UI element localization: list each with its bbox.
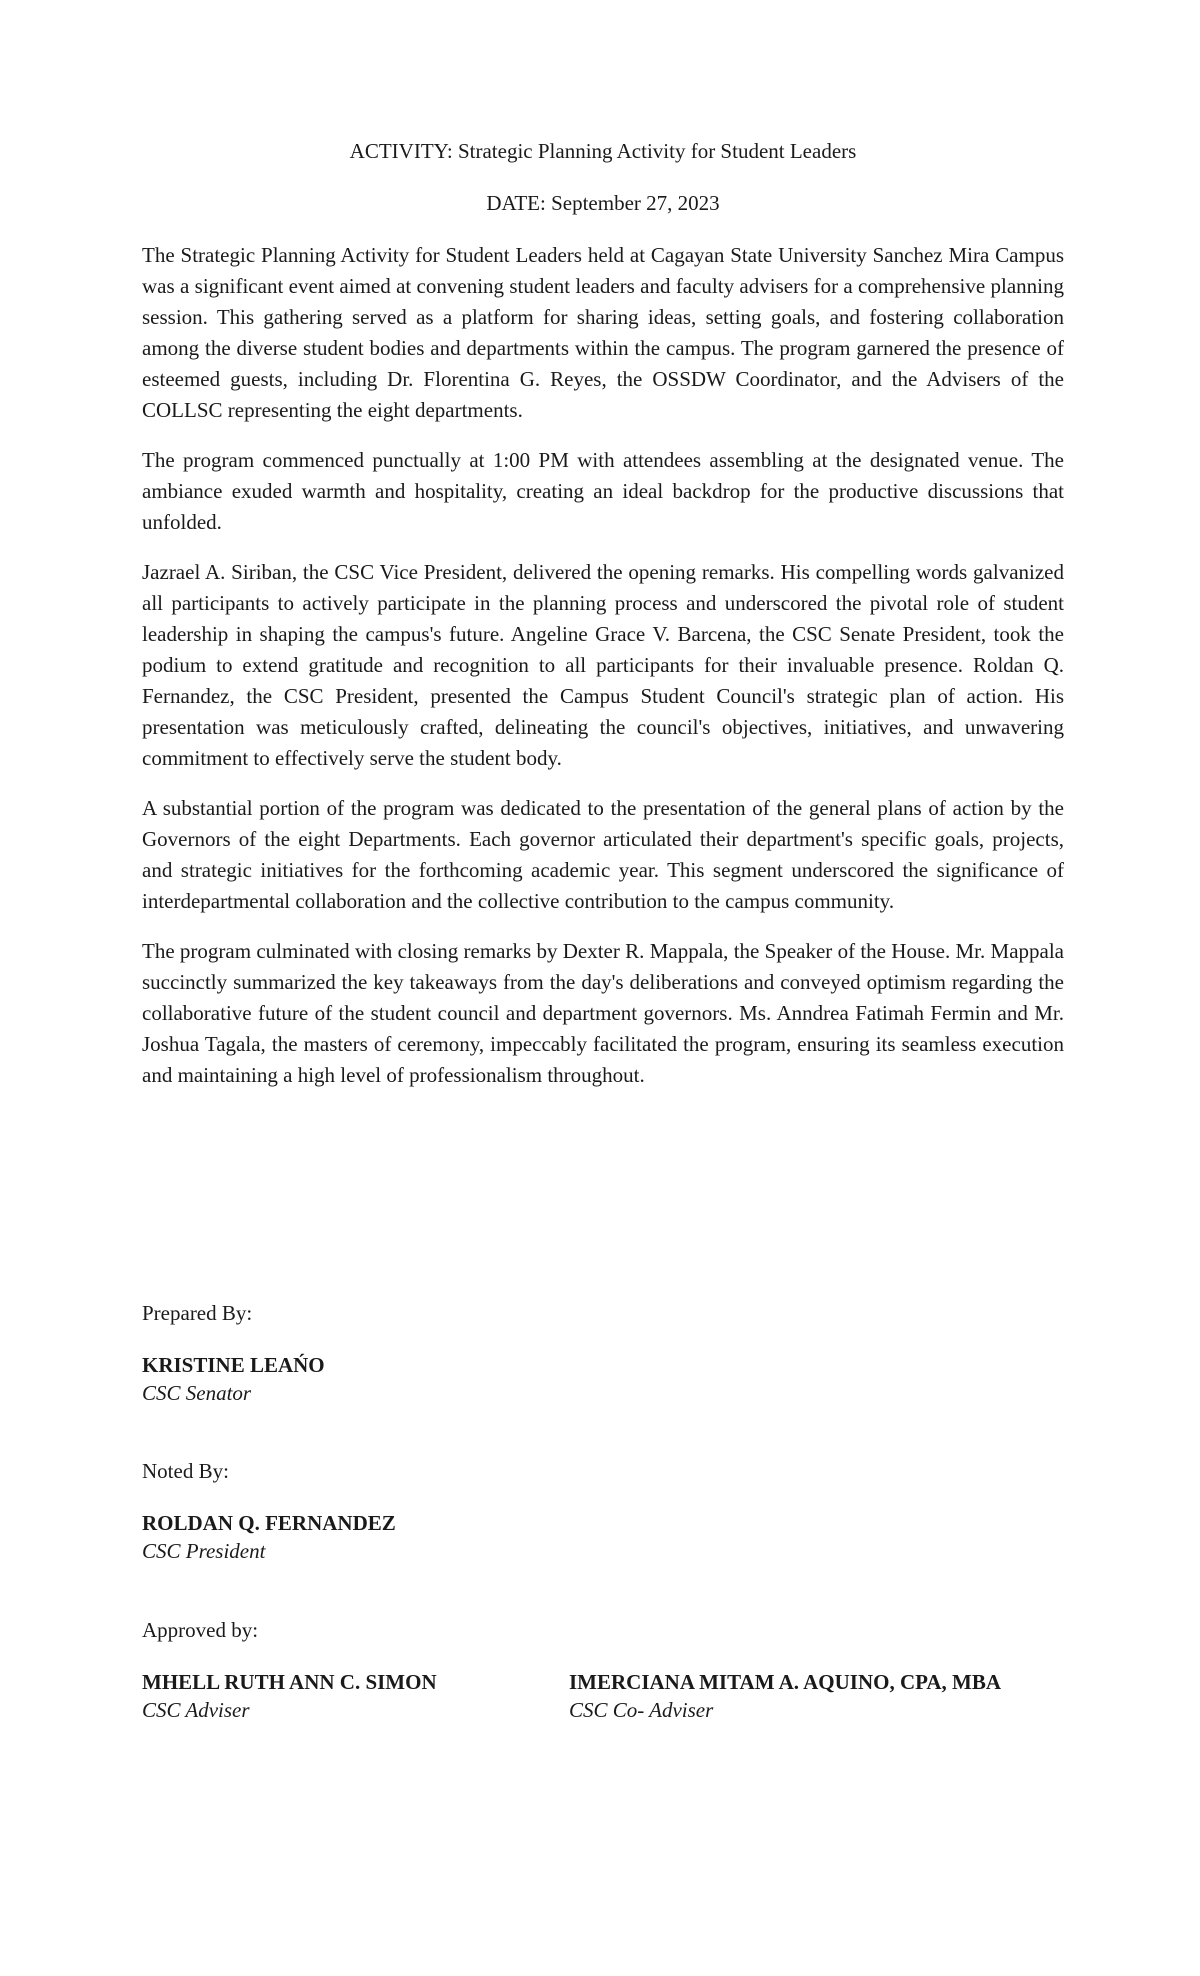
co-adviser-name: IMERCIANA MITAM A. AQUINO, CPA, MBA [569, 1670, 1002, 1694]
approver-columns [142, 1668, 1064, 1724]
noted-by-title: CSC President [142, 1539, 266, 1563]
adviser-name: MHELL RUTH ANN C. SIMON [142, 1670, 437, 1694]
date-heading: DATE: September 27, 2023 [486, 191, 720, 215]
prepared-by-title: CSC Senator [142, 1381, 252, 1405]
prepared-by-block [142, 1298, 1064, 1407]
activity-heading: ACTIVITY: Strategic Planning Activity for Student Leaders [349, 139, 857, 163]
noted-by-label: Noted By: [142, 1459, 229, 1483]
paragraph-remarks: Jazrael A. Siriban, the CSC Vice President, delivered the opening remarks. His compelling words galvanized all participants to actively participate in the planning process and underscored the pivotal role of student leadership in shaping the campus's future. Angeline Grace V. Barcena, the CSC Senate President, took the podium to extend gratitude and recognition to all participants for their invaluable presence. Roldan Q. Fernandez, the CSC President, presented the Campus Student Council's strategic plan of action. His presentation was meticulously crafted, delineating the council's objectives, initiatives, and unwavering commitment to effectively serve the student body. [142, 560, 1064, 770]
approved-by-label: Approved by: [142, 1618, 259, 1642]
prepared-by-label: Prepared By: [142, 1301, 253, 1325]
approved-by-block [142, 1615, 1064, 1724]
noted-by-block [142, 1456, 1064, 1565]
adviser-title: CSC Adviser [142, 1698, 250, 1722]
prepared-by-name: KRISTINE LEAŃO [142, 1353, 325, 1377]
report-body [142, 136, 1064, 1110]
noted-by-name: ROLDAN Q. FERNANDEZ [142, 1511, 396, 1535]
adviser-signature [142, 1668, 569, 1724]
paragraph-closing: The program culminated with closing remarks by Dexter R. Mappala, the Speaker of the House. Mr. Mappala succinctly summarized the key takeaways from the day's deliberations and conveyed optimism regarding the collaborative future of the student council and department governors. Ms. Anndrea Fatimah Fermin and Mr. Joshua Tagala, the masters of ceremony, impeccably facilitated the program, ensuring its seamless execution and maintaining a high level of professionalism throughout. [142, 939, 1064, 1087]
co-adviser-signature [569, 1668, 1064, 1724]
co-adviser-title: CSC Co- Adviser [569, 1698, 714, 1722]
paragraph-commencement: The program commenced punctually at 1:00 PM with attendees assembling at the designated venue. The ambiance exuded warmth and hospitality, creating an ideal backdrop for the productive discussions that unfolded. [142, 448, 1064, 534]
paragraph-governors: A substantial portion of the program was dedicated to the presentation of the general plans of action by the Governors of the eight Departments. Each governor articulated their department's specific goals, projects, and strategic initiatives for the forthcoming academic year. This segment underscored the significance of interdepartmental collaboration and the collective contribution to the campus community. [142, 796, 1064, 913]
paragraph-intro: The Strategic Planning Activity for Student Leaders held at Cagayan State University Sanchez Mira Campus was a significant event aimed at convening student leaders and faculty advisers for a comprehensive planning session. This gathering served as a platform for sharing ideas, setting goals, and fostering collaboration among the diverse student bodies and departments within the campus. The program garnered the presence of esteemed guests, including Dr. Florentina G. Reyes, the OSSDW Coordinator, and the Advisers of the COLLSC representing the eight departments. [142, 243, 1064, 422]
